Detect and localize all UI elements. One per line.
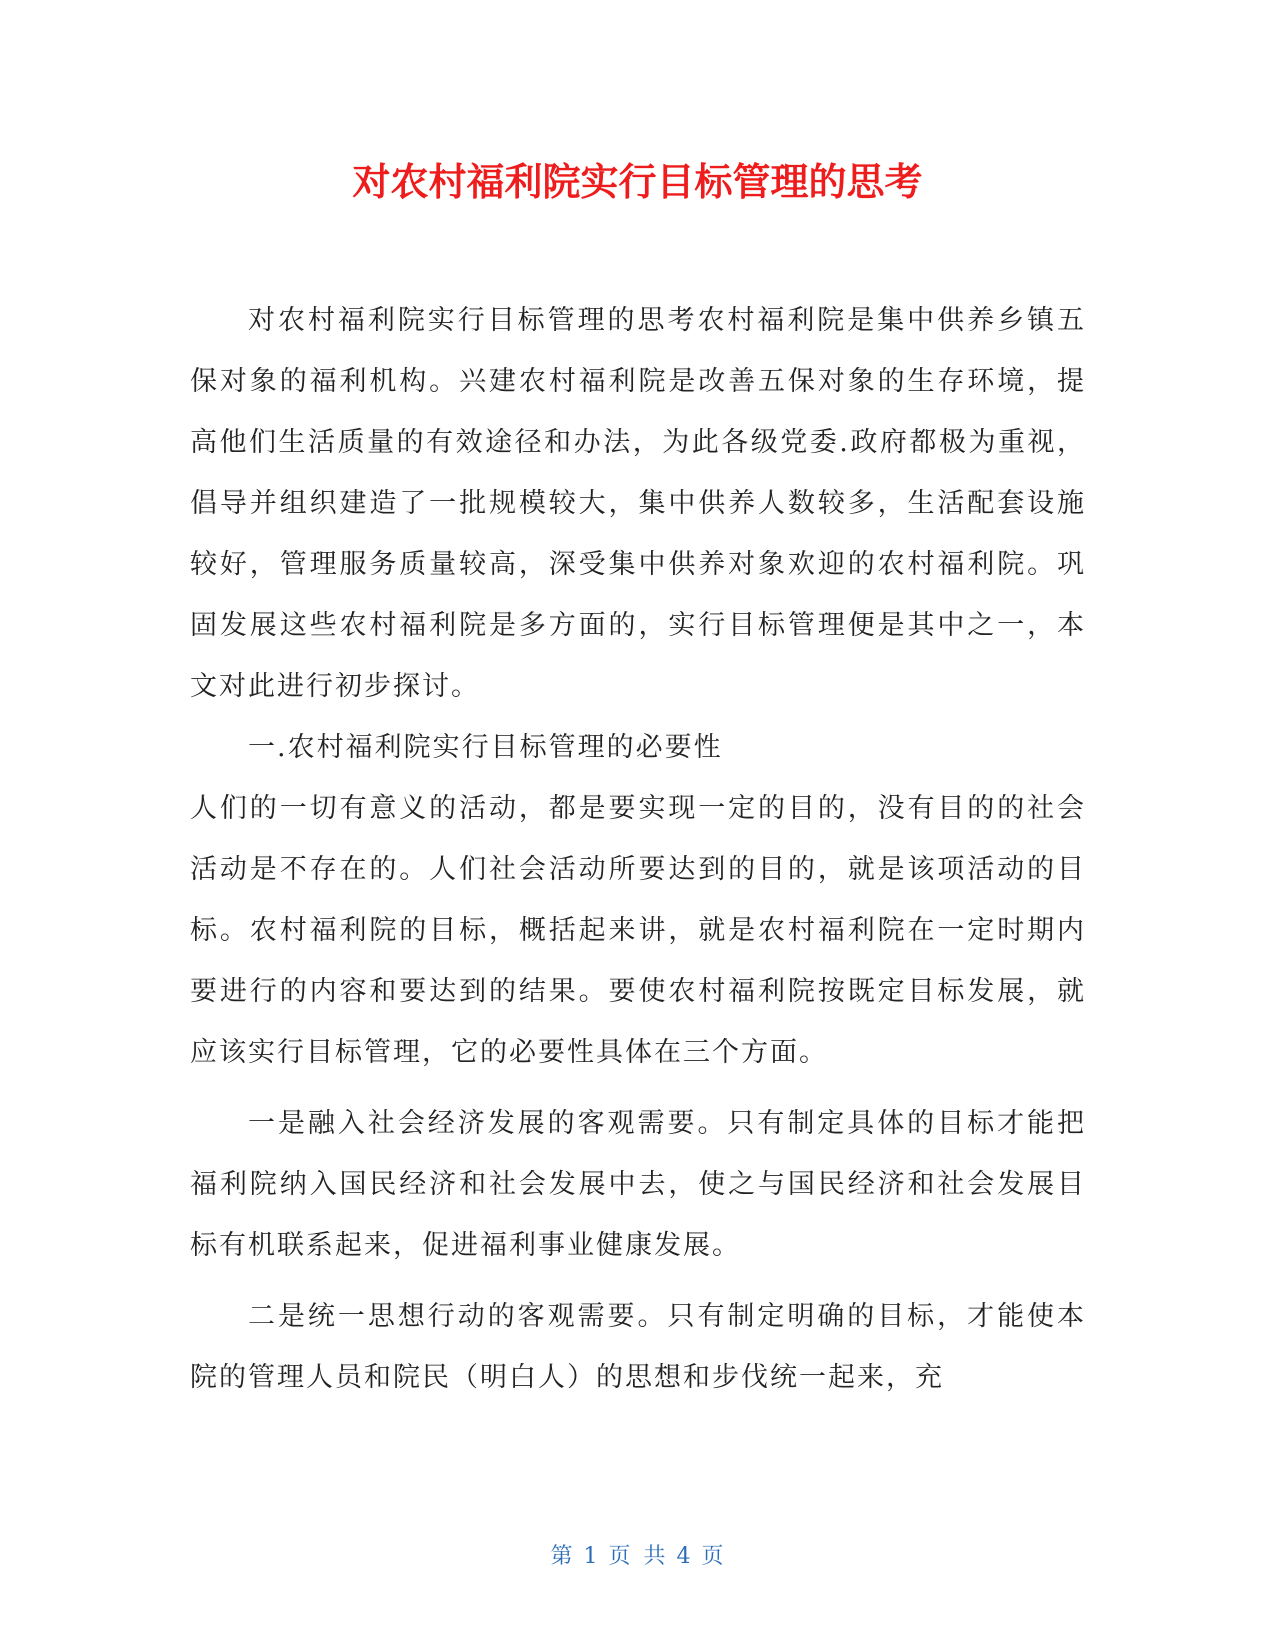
total-label-prefix: 共 [643,1544,667,1569]
paragraph-point-one: 一是融入社会经济发展的客观需要。只有制定具体的目标才能把福利院纳入国民经济和社会发展中去，使之与国民经济和社会发展目标有机联系起来，促进福利事业健康发展。 [190,1108,1086,1261]
page-footer [0,1542,1275,1572]
page-current-number: 1 [583,1544,599,1569]
page-total-number: 4 [676,1544,692,1569]
paragraph-intro: 对农村福利院实行目标管理的思考农村福利院是集中供养乡镇五保对象的福利机构。兴建农村福利院是改善五保对象的生存环境，提高他们生活质量的有效途径和办法，为此各级党委.政府都极为重视，倡导并组织建造了一批规模较大，集中供养人数较多，生活配套设施较好，管理服务质量较高，深受集中供养对象欢迎的农村福利院。巩固发展这些农村福利院是多方面的，实行目标管理便是其中之一，本文对此进行初步探讨。 [190,305,1086,702]
page-label-prefix: 第 [550,1544,574,1569]
section-heading: 一.农村福利院实行目标管理的必要性 [248,732,723,763]
paragraph-point-two: 二是统一思想行动的客观需要。只有制定明确的目标，才能使本院的管理人员和院民（明白人）的思想和步伐统一起来，充 [190,1301,1086,1393]
document-body [190,290,1086,1408]
page-label-suffix: 页 [608,1544,632,1569]
paragraph-necessity: 人们的一切有意义的活动，都是要实现一定的目的，没有目的的社会活动是不存在的。人们社会活动所要达到的目的，就是该项活动的目标。农村福利院的目标，概括起来讲，就是农村福利院在一定时期内要进行的内容和要达到的结果。要使农村福利院按既定目标发展，就应该实行目标管理，它的必要性具体在三个方面。 [190,793,1086,1068]
total-label-suffix: 页 [701,1544,725,1569]
document-title: 对农村福利院实行目标管理的思考 [352,160,923,204]
